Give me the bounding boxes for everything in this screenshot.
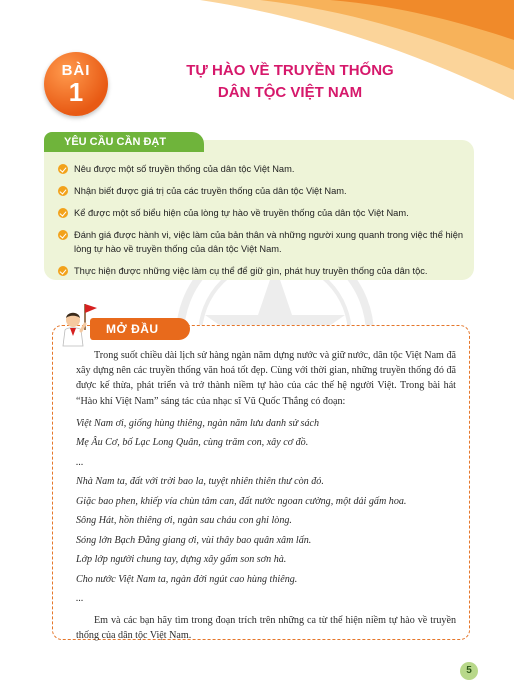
poem-line: ... (76, 456, 84, 468)
lesson-title-line1: TỰ HÀO VỀ TRUYỀN THỐNG (186, 62, 394, 79)
intro-task: Em và các bạn hãy tìm trong đoạn trích trên những ca từ thể hiện niềm tự hào về truyền thống của dân tộc Việt Nam. (76, 614, 456, 641)
requirement-text: Đánh giá được hành vi, việc làm của bản thân và những người xung quanh trong việc thể hiện lòng tự hào về truyền thống của dân tộc Việt Nam. (74, 230, 464, 254)
requirement-item (58, 206, 466, 220)
requirement-text: Nêu được một số truyền thống của dân tộc Việt Nam. (74, 164, 295, 174)
poem-line: Việt Nam ơi, giống hùng thiêng, ngàn năm lưu danh sử sách (76, 417, 320, 429)
lesson-title-line2: DÂN TỘC VIỆT NAM (217, 84, 363, 101)
check-bullet-icon (58, 208, 68, 218)
intro-paragraph: Trong suốt chiều dài lịch sử hàng ngàn năm dựng nước và giữ nước, dân tộc Việt Nam đã xây dựng nên các truyền thống văn hoá tốt đẹp. Cùng với thời gian, những truyền thống đó đã được kế thừa, phát triển và trở thành niềm tự hào của các thế hệ người Việt. Trong bài hát “Hào khí Việt Nam” sáng tác của nhạc sĩ Vũ Quốc Thắng có đoạn: (76, 350, 456, 407)
poem-line: Giặc bao phen, khiếp vía chùn tâm can, đất nước ngoan cường, một dải gấm hoa. (76, 495, 407, 507)
page-number: 5 (460, 662, 478, 680)
song-excerpt (76, 416, 456, 607)
check-bullet-icon (58, 164, 68, 174)
poem-line: Lớp lớp người chung tay, dựng xây gấm son sơn hà. (76, 554, 287, 566)
poem-line: Sông Hát, hồn thiêng ơi, ngàn sau cháu con ghi lòng. (76, 515, 292, 527)
lesson-title (130, 60, 450, 104)
intro-label: MỞ ĐẦU (90, 318, 190, 340)
requirement-item (58, 184, 466, 198)
requirement-item (58, 228, 466, 256)
requirement-text: Nhận biết được giá trị của các truyền thống của dân tộc Việt Nam. (74, 186, 347, 196)
poem-line: Mẹ Âu Cơ, bố Lạc Long Quân, cùng trăm con, xây cơ đồ. (76, 437, 309, 449)
requirement-item (58, 264, 466, 278)
lesson-badge-number: 1 (68, 77, 84, 107)
lesson-badge-word: BÀI (61, 62, 91, 79)
poem-line: Cho nước Việt Nam ta, ngàn đời ngút cao hùng thiêng. (76, 573, 298, 585)
requirements-heading: YÊU CẦU CẦN ĐẠT (44, 132, 204, 152)
intro-body (76, 348, 456, 643)
requirements-list (58, 162, 466, 286)
poem-line: Sóng lớn Bạch Đằng giang ơi, vùi thây bao quân xâm lấn. (76, 534, 312, 546)
poem-line: Nhà Nam ta, đất với trời bao la, tuyệt nhiên thiên thư còn đó. (76, 476, 324, 488)
requirement-text: Kể được một số biểu hiện của lòng tự hào về truyền thống của dân tộc Việt Nam. (74, 208, 409, 218)
check-bullet-icon (58, 186, 68, 196)
requirement-item (58, 162, 466, 176)
requirement-text: Thực hiện được những việc làm cụ thể để giữ gìn, phát huy truyền thống của dân tộc. (74, 266, 428, 276)
lesson-badge (44, 52, 108, 116)
check-bullet-icon (58, 266, 68, 276)
check-bullet-icon (58, 230, 68, 240)
poem-line: ... (76, 593, 84, 605)
